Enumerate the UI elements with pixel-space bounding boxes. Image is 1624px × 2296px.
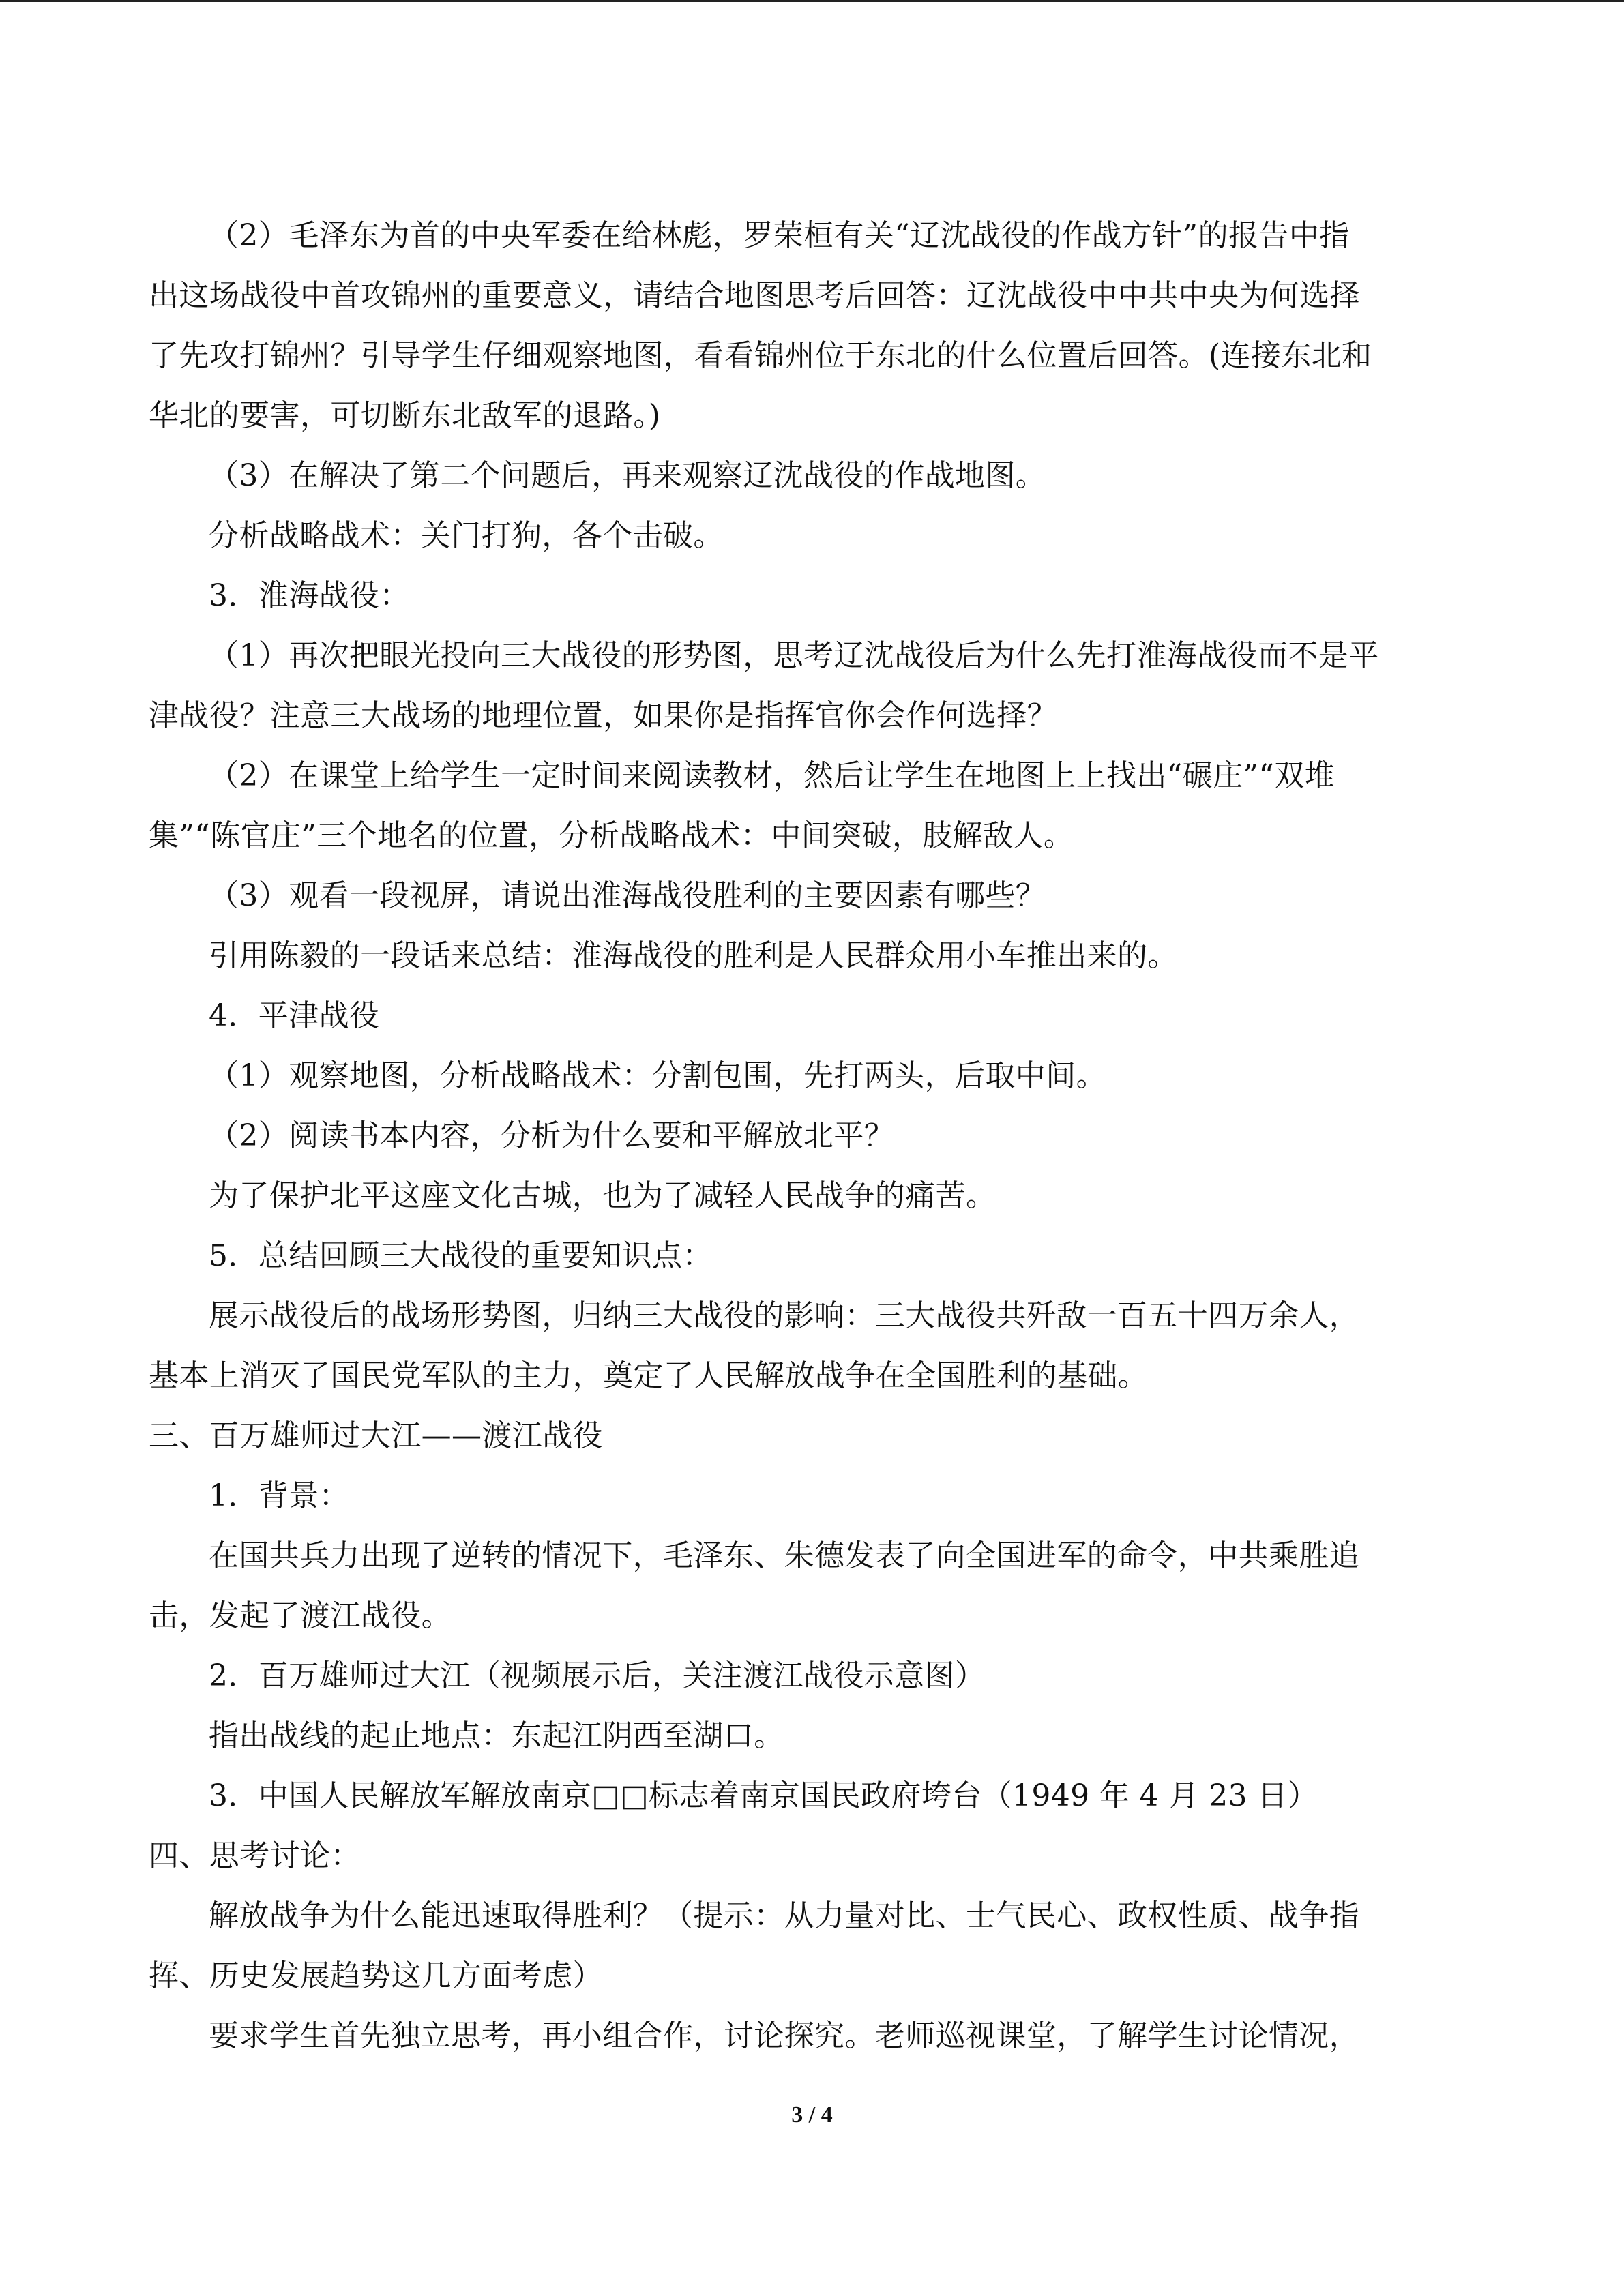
- subsection-heading: 4．平津战役: [209, 998, 380, 1033]
- paragraph-line: （3）在解决了第二个问题后，再来观察辽沈战役的作战地图。: [209, 458, 1046, 493]
- paragraph-line: 了先攻打锦州？引导学生仔细观察地图，看看锦州位于东北的什么位置后回答。(连接东北和: [149, 338, 1372, 373]
- paragraph-line: 引用陈毅的一段话来总结：淮海战役的胜利是人民群众用小车推出来的。: [209, 938, 1178, 973]
- paragraph-line: 华北的要害，可切断东北敌军的退路。): [149, 398, 661, 433]
- section-heading: 三、百万雄师过大江——渡江战役: [149, 1418, 603, 1453]
- subsection-heading: 1．背景：: [209, 1478, 349, 1513]
- paragraph-line: 分析战略战术：关门打狗，各个击破。: [209, 518, 724, 553]
- page-number: 3 / 4: [791, 2102, 833, 2128]
- paragraph-line: （1）观察地图，分析战略战术：分割包围，先打两头，后取中间。: [209, 1058, 1106, 1093]
- paragraph-line: 指出战线的起止地点：东起江阴西至湖口。: [209, 1718, 784, 1753]
- top-border-line: [0, 0, 1624, 2]
- paragraph-line: （2）毛泽东为首的中央军委在给林彪，罗荣桓有关“辽沈战役的作战方针”的报告中指: [209, 218, 1350, 253]
- subsection-heading: 3．淮海战役：: [209, 578, 410, 613]
- paragraph-line: 展示战役后的战场形势图，归纳三大战役的影响：三大战役共歼敌一百五十四万余人，: [209, 1298, 1360, 1333]
- paragraph-line: 津战役？注意三大战场的地理位置，如果你是指挥官你会作何选择？: [149, 698, 1057, 733]
- paragraph-line: 为了保护北平这座文化古城，也为了减轻人民战争的痛苦。: [209, 1178, 996, 1213]
- paragraph-line: （1）再次把眼光投向三大战役的形势图，思考辽沈战役后为什么先打淮海战役而不是平: [209, 638, 1379, 673]
- paragraph-line: 要求学生首先独立思考，再小组合作，讨论探究。老师巡视课堂，了解学生讨论情况，: [209, 2018, 1360, 2053]
- paragraph-line: （2）在课堂上给学生一定时间来阅读教材，然后让学生在地图上上找出“碾庄”“双堆: [209, 758, 1335, 793]
- document-body: [149, 206, 1475, 2066]
- subsection-heading: 2．百万雄师过大江（视频展示后，关注渡江战役示意图）: [209, 1658, 986, 1693]
- paragraph-line: 基本上消灭了国民党军队的主力，奠定了人民解放战争在全国胜利的基础。: [149, 1358, 1149, 1393]
- paragraph-line: 挥、历史发展趋势这几方面考虑）: [149, 1958, 603, 1993]
- paragraph-line: （2）阅读书本内容，分析为什么要和平解放北平？: [209, 1118, 895, 1153]
- subsection-heading: 5．总结回顾三大战役的重要知识点：: [209, 1238, 713, 1273]
- paragraph-line: 出这场战役中首攻锦州的重要意义，请结合地图思考后回答：辽沈战役中中共中央为何选择: [149, 278, 1360, 313]
- paragraph-line: 解放战争为什么能迅速取得胜利？（提示：从力量对比、士气民心、政权性质、战争指: [209, 1898, 1360, 1933]
- paragraph-line: 在国共兵力出现了逆转的情况下，毛泽东、朱德发表了向全国进军的命令，中共乘胜追: [209, 1538, 1360, 1573]
- paragraph-line: 击，发起了渡江战役。: [149, 1598, 452, 1633]
- paragraph-line: （3）观看一段视屏，请说出淮海战役胜利的主要因素有哪些？: [209, 878, 1046, 913]
- paragraph-line: 3．中国人民解放军解放南京□□标志着南京国民政府垮台（1949 年 4 月 23 日）: [209, 1778, 1318, 1813]
- paragraph-line: 集”“陈官庄”三个地名的位置，分析战略战术：中间突破，肢解敌人。: [149, 818, 1074, 853]
- section-heading: 四、思考讨论：: [149, 1838, 361, 1873]
